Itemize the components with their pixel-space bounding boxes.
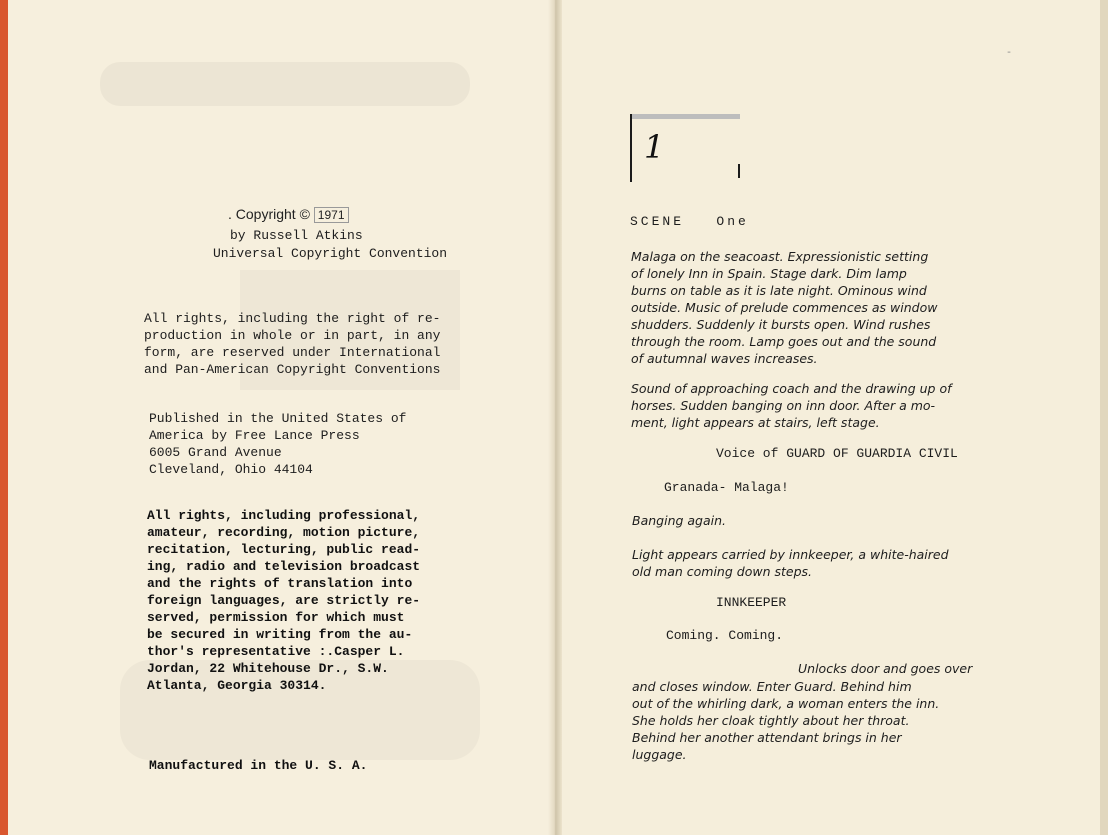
text-line: be secured in writing from the au- — [147, 627, 413, 642]
author-line: by Russell Atkins — [230, 228, 363, 243]
scene-number: 1 — [644, 128, 665, 166]
box-top-rule — [630, 114, 740, 119]
text-line: horses. Sudden banging on inn door. After a mo- — [631, 398, 936, 413]
page-edges — [1100, 0, 1108, 835]
text-line: Published in the United States of — [149, 411, 407, 426]
text-line: Behind her another attendant brings in her — [632, 730, 902, 745]
text-line: out of the whirling dark, a woman enters the inn. — [632, 696, 940, 711]
text-line: thor's representative :.Casper L. — [147, 644, 405, 659]
text-line: production in whole or in part, in any — [144, 328, 441, 343]
text-line: through the room. Lamp goes out and the sound — [631, 334, 937, 349]
text-line: All rights, including the right of re- — [144, 311, 441, 326]
text-line: Cleveland, Ohio 44104 — [149, 462, 313, 477]
stage-direction — [631, 248, 937, 367]
box-tick — [738, 164, 740, 178]
rights-paragraph-2 — [147, 507, 420, 694]
text-line: served, permission for which must — [147, 610, 405, 625]
text-line: and closes window. Enter Guard. Behind him — [632, 679, 912, 694]
scene-heading: SCENE One — [630, 214, 749, 229]
copyright-year: 1971 — [314, 207, 349, 223]
text-line: luggage. — [632, 747, 687, 762]
text-line: shudders. Suddenly it bursts open. Wind rushes — [631, 317, 931, 332]
text-line: foreign languages, are strictly re- — [147, 593, 421, 608]
rights-paragraph-1 — [144, 310, 440, 378]
text-line: outside. Music of prelude commences as window — [631, 300, 938, 315]
bleed-through-shape — [100, 62, 470, 106]
text-line: 6005 Grand Avenue — [149, 445, 282, 460]
text-line: and the rights of translation into — [147, 576, 413, 591]
convention-line: Universal Copyright Convention — [213, 246, 448, 261]
dialogue-line: Granada- Malaga! — [664, 480, 789, 495]
text-line: Sound of approaching coach and the drawing up of — [631, 381, 952, 396]
text-line: burns on table as it is late night. Ominous wind — [631, 283, 927, 298]
text-line: amateur, recording, motion picture, — [147, 525, 421, 540]
book-gutter — [548, 0, 562, 835]
text-line: Light appears carried by innkeeper, a white-haired — [632, 547, 949, 562]
text-line: She holds her cloak tightly about her throat. — [632, 713, 910, 728]
text-line: Malaga on the seacoast. Expressionistic setting — [631, 249, 929, 264]
cover-edge — [0, 0, 8, 835]
box-side-rule — [630, 114, 632, 182]
text-line: Atlanta, Georgia 30314. — [147, 678, 327, 693]
text-line: ment, light appears at stairs, left stage. — [631, 415, 880, 430]
text-line: recitation, lecturing, public read- — [147, 542, 421, 557]
text-line: All rights, including professional, — [147, 508, 421, 523]
text-line: of autumnal waves increases. — [631, 351, 818, 366]
text-line: America by Free Lance Press — [149, 428, 360, 443]
stage-direction — [632, 546, 949, 580]
copyright-line — [228, 206, 349, 223]
stage-direction — [632, 678, 939, 763]
speaker-name: Voice of GUARD OF GUARDIA CIVIL — [716, 446, 958, 461]
text-line: and Pan-American Copyright Conventions — [144, 362, 441, 377]
page-corner-mark: - — [1006, 48, 1013, 59]
publisher-block — [149, 410, 406, 478]
dialogue-line: Coming. Coming. — [666, 628, 784, 643]
text-line: of lonely Inn in Spain. Stage dark. Dim lamp — [631, 266, 907, 281]
manufactured-line: Manufactured in the U. S. A. — [149, 758, 368, 773]
text-line: ing, radio and television broadcast — [147, 559, 421, 574]
text-line: Jordan, 22 Whitehouse Dr., S.W. — [147, 661, 389, 676]
text-line: old man coming down steps. — [632, 564, 812, 579]
text-line: form, are reserved under International — [144, 345, 441, 360]
stage-direction: Banging again. — [632, 513, 727, 528]
copyright-text: . Copyright © — [228, 206, 310, 222]
stage-direction — [631, 380, 952, 431]
stage-direction: Unlocks door and goes over — [798, 661, 973, 676]
speaker-name: INNKEEPER — [716, 595, 787, 610]
scene-number-box — [630, 114, 740, 182]
